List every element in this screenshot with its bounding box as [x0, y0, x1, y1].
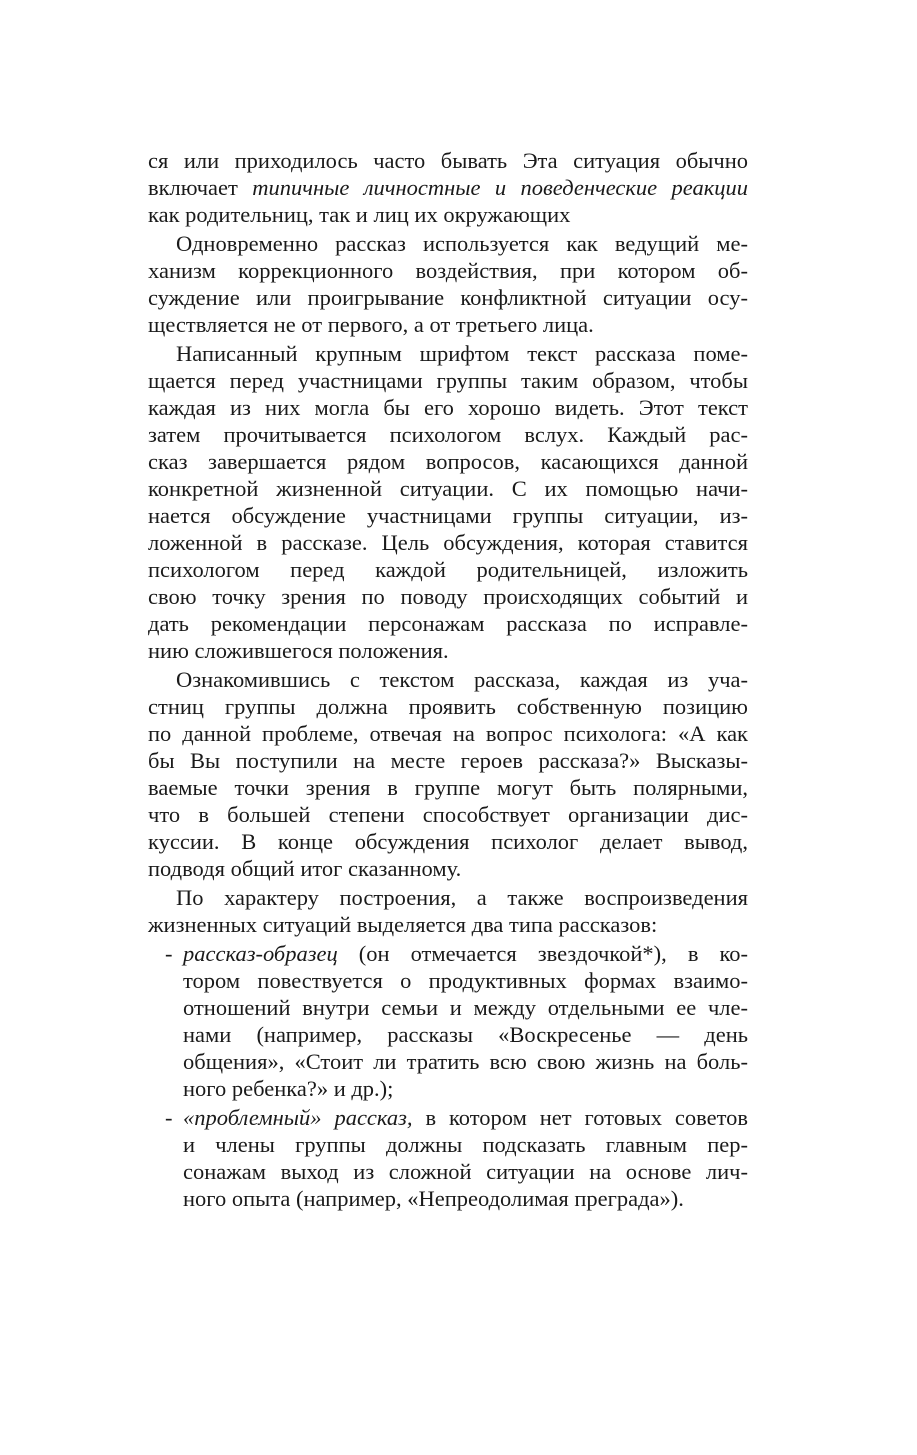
document-page: [148, 147, 748, 1214]
text-line: [148, 257, 748, 284]
text-line: [183, 967, 748, 994]
text: ханизм коррекционного воздействия, при котором об-: [148, 258, 748, 283]
text-line: [183, 1131, 748, 1158]
italic-text: типичные личностные и поведенческие реакции: [252, 175, 748, 200]
text-line: [148, 720, 748, 747]
text-line: [148, 747, 748, 774]
list-dash: -: [165, 1105, 173, 1130]
text: жизненных ситуаций выделяется два типа рассказов:: [148, 912, 658, 937]
text: Ознакомившись с текстом рассказа, каждая из уча-: [176, 667, 748, 692]
text-line: [183, 1048, 748, 1075]
text-line: [183, 1075, 748, 1102]
text-line: [183, 1021, 748, 1048]
text: и члены группы должны подсказать главным пер-: [183, 1132, 748, 1157]
text: дать рекомендации персонажам рассказа по исправле-: [148, 611, 748, 636]
text-line: [148, 583, 748, 610]
text: нию сложившегося положения.: [148, 638, 449, 663]
italic-text: рассказ-образец: [183, 941, 338, 966]
text: общения», «Стоит ли тратить всю свою жизнь на боль-: [183, 1049, 748, 1074]
text-line: [148, 475, 748, 502]
text: бы Вы поступили на месте героев рассказа?» Высказы-: [148, 748, 748, 773]
text: ного опыта (например, «Непреодолимая преграда»).: [183, 1186, 684, 1211]
text-line: [148, 556, 748, 583]
text: по данной проблеме, отвечая на вопрос психолога: «А как: [148, 721, 748, 746]
text: ного ребенка?» и др.);: [183, 1076, 394, 1101]
text: По характеру построения, а также воспроизведения: [176, 885, 748, 910]
text: психологом перед каждой родительницей, изложить: [148, 557, 748, 582]
text-line: [148, 774, 748, 801]
paragraph: [148, 666, 748, 882]
list-item: [148, 940, 748, 1102]
italic-text: «проблемный» рассказ,: [183, 1105, 413, 1130]
text: в котором нет готовых советов: [412, 1105, 748, 1130]
text-line: [183, 1185, 748, 1212]
text: ществляется не от первого, а от третьего лица.: [148, 312, 594, 337]
text: отношений внутри семьи и между отдельными ее чле-: [183, 995, 748, 1020]
text-line: [148, 311, 748, 338]
text: каждая из них могла бы его хорошо видеть. Этот текст: [148, 395, 748, 420]
text-line: [148, 340, 748, 367]
text-line: [148, 884, 748, 911]
text: стниц группы должна проявить собственную позицию: [148, 694, 748, 719]
paragraph: [148, 230, 748, 338]
list-item: [148, 1104, 748, 1212]
text: щается перед участницами группы таким образом, чтобы: [148, 368, 748, 393]
text-line: [148, 666, 748, 693]
text: нается обсуждение участницами группы ситуации, из-: [148, 503, 748, 528]
text-line: [148, 610, 748, 637]
paragraph: [148, 884, 748, 938]
text-line: [148, 529, 748, 556]
text-line: [183, 1158, 748, 1185]
text: ложенной в рассказе. Цель обсуждения, которая ставится: [148, 530, 748, 555]
text: ваемые точки зрения в группе могут быть полярными,: [148, 775, 748, 800]
paragraph: [148, 147, 748, 228]
text: суждение или проигрывание конфликтной ситуации осу-: [148, 285, 748, 310]
text: нами (например, рассказы «Воскресенье — день: [183, 1022, 748, 1047]
text-line: [148, 367, 748, 394]
text: подводя общий итог сказанному.: [148, 856, 462, 881]
text-line: [148, 394, 748, 421]
text-line: [148, 502, 748, 529]
text-line: [148, 828, 748, 855]
paragraph: [148, 340, 748, 664]
text-line: [148, 284, 748, 311]
list-dash: -: [165, 941, 173, 966]
text: конкретной жизненной ситуации. С их помощью начи-: [148, 476, 748, 501]
text: сказ завершается рядом вопросов, касающихся данной: [148, 449, 748, 474]
text-line: [148, 230, 748, 257]
text: как родительниц, так и лиц их окружающих: [148, 202, 571, 227]
text-line: [183, 994, 748, 1021]
text: ся или приходилось часто бывать Эта ситуация обычно: [148, 148, 748, 173]
text: Одновременно рассказ используется как ведущий ме-: [176, 231, 748, 256]
text: что в большей степени способствует организации дис-: [148, 802, 748, 827]
text-line: [148, 147, 748, 174]
text-line: [148, 693, 748, 720]
text: тором повествуется о продуктивных формах взаимо-: [183, 968, 748, 993]
text-line: [148, 448, 748, 475]
text: Написанный крупным шрифтом текст рассказа поме-: [176, 341, 748, 366]
text: включает: [148, 175, 253, 200]
text-line: [148, 801, 748, 828]
text: свою точку зрения по поводу происходящих событий и: [148, 584, 748, 609]
text: затем прочитывается психологом вслух. Каждый рас-: [148, 422, 748, 447]
text: сонажам выход из сложной ситуации на основе лич-: [183, 1159, 748, 1184]
text: (он отмечается звездочкой*), в ко-: [337, 941, 748, 966]
text-line: [148, 637, 748, 664]
text-line: [148, 421, 748, 448]
text-line: [183, 940, 748, 967]
text-line: [183, 1104, 748, 1131]
text-line: [148, 174, 748, 201]
text-line: [148, 911, 748, 938]
text-line: [148, 201, 748, 228]
text: куссии. В конце обсуждения психолог делает вывод,: [148, 829, 748, 854]
text-line: [148, 855, 748, 882]
